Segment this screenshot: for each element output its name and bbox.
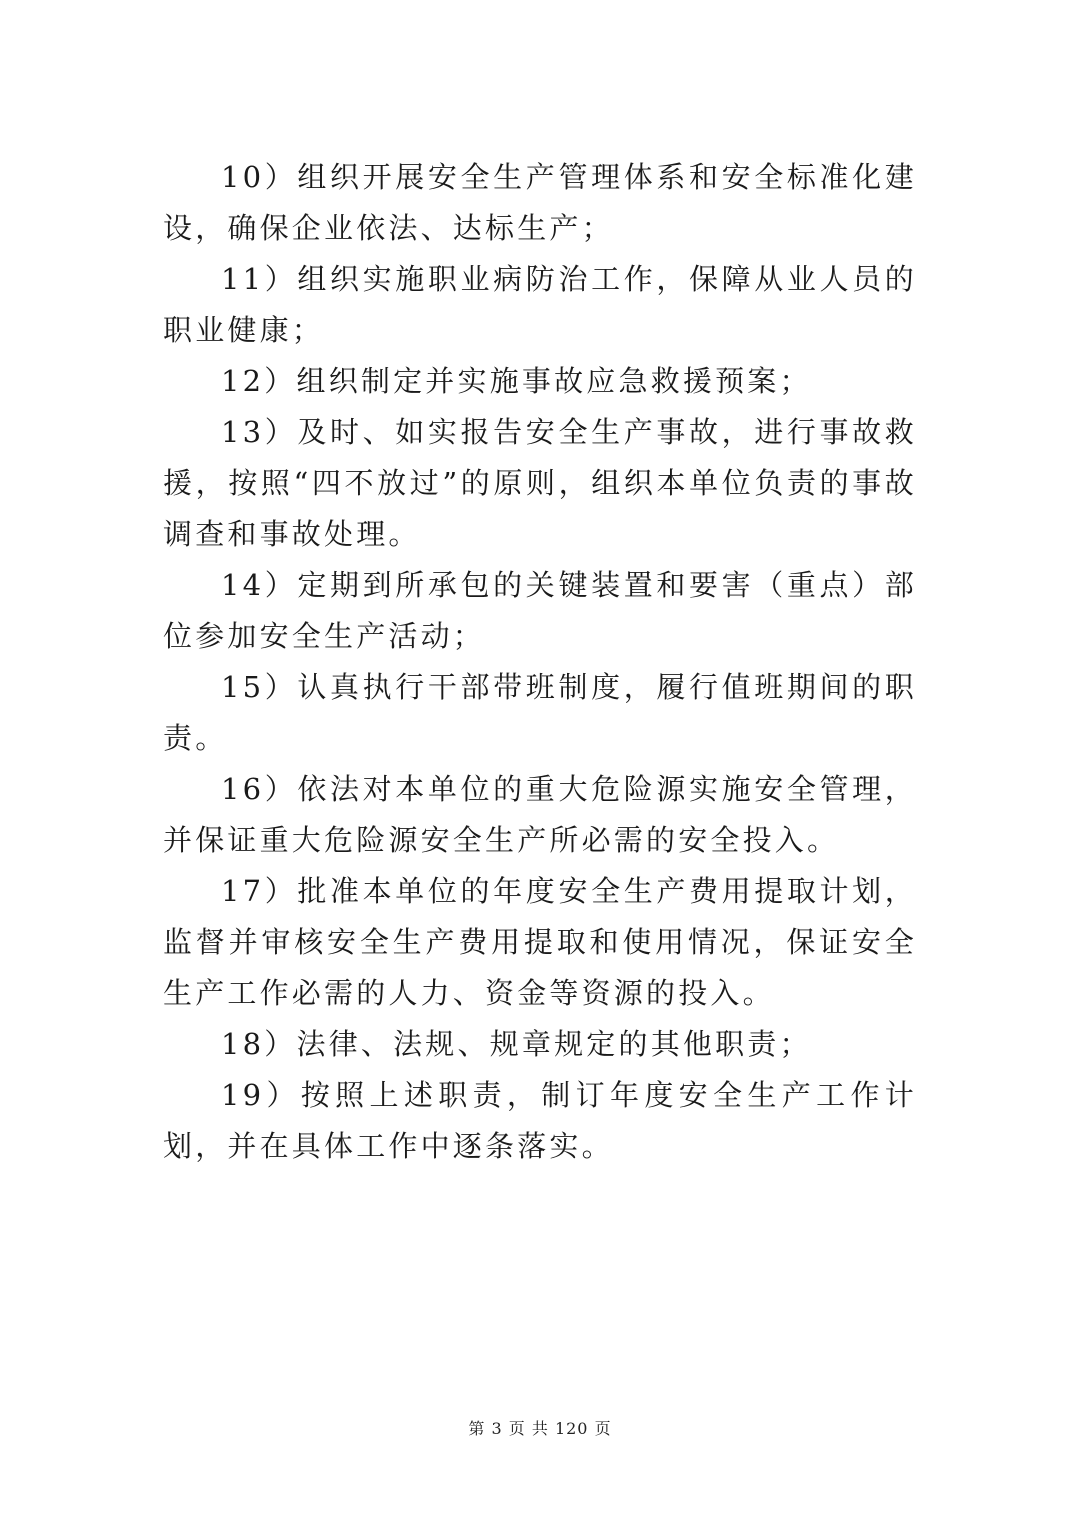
paragraph-item-13: 13）及时、如实报告安全生产事故，进行事故救援，按照“四不放过”的原则，组织本单位负责的事故调查和事故处理。 <box>163 415 917 551</box>
page-number-footer: 第 3 页 共 120 页 <box>468 1419 612 1438</box>
paragraph-item-19: 19）按照上述职责，制订年度安全生产工作计划，并在具体工作中逐条落实。 <box>163 1078 917 1163</box>
paragraph-item-16: 16）依法对本单位的重大危险源实施安全管理，并保证重大危险源安全生产所必需的安全投入。 <box>163 772 917 857</box>
paragraph-item-12: 12）组织制定并实施事故应急救援预案； <box>221 364 812 398</box>
paragraph-item-15: 15）认真执行干部带班制度，履行值班期间的职责。 <box>163 670 917 755</box>
paragraph-item-11: 11）组织实施职业病防治工作，保障从业人员的职业健康； <box>163 262 917 347</box>
paragraph-item-10: 10）组织开展安全生产管理体系和安全标准化建设，确保企业依法、达标生产； <box>163 160 917 245</box>
document-body <box>163 152 917 1172</box>
paragraph-item-18: 18）法律、法规、规章规定的其他职责； <box>221 1027 812 1061</box>
paragraph-item-14: 14）定期到所承包的关键装置和要害（重点）部位参加安全生产活动； <box>163 568 917 653</box>
paragraph-item-17: 17）批准本单位的年度安全生产费用提取计划，监督并审核安全生产费用提取和使用情况，保证安全生产工作必需的人力、资金等资源的投入。 <box>163 874 917 1010</box>
